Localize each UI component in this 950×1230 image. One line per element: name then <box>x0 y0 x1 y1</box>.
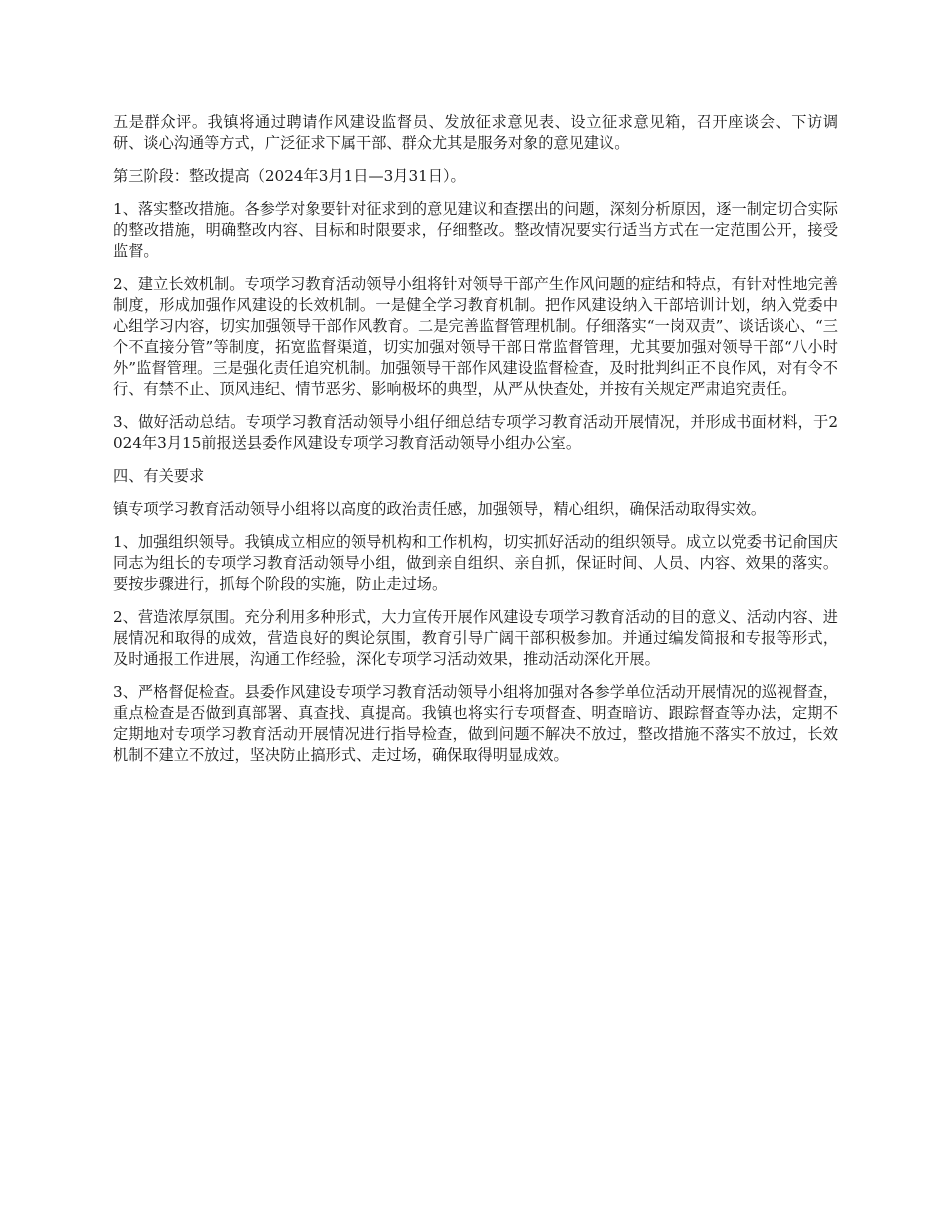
paragraph-rectification-measures: 1、落实整改措施。各参学对象要针对征求到的意见建议和查摆出的问题，深刻分析原因，逐一制定切合实际的整改措施，明确整改内容、目标和时限要求，仔细整改。整改情况要实行适当方式在一定范围公开，接受监督。 <box>113 200 838 260</box>
paragraph-phase-three-heading: 第三阶段：整改提高（2024年3月1日—3月31日）。 <box>113 167 466 185</box>
paragraph-long-term-mechanism: 2、建立长效机制。专项学习教育活动领导小组将针对领导干部产生作风问题的症结和特点，有针对性地完善制度，形成加强作风建设的长效机制。一是健全学习教育机制。把作风建设纳入干部培训计划，纳入党委中心组学习内容，切实加强领导干部作风教育。二是完善监督管理机制。仔细落实“一岗双责”、谈话谈心、“三个不直接分管”等制度，拓宽监督渠道，切实加强对领导干部日常监督管理，尤其要加强对领导干部“八小时外”监督管理。三是强化责任追究机制。加强领导干部作风建设监督检查，及时批判纠正不良作风，对有令不行、有禁不止、顶风违纪、情节恶劣、影响极坏的典型，从严从快查处，并按有关规定严肃追究责任。 <box>113 275 838 398</box>
paragraph-atmosphere: 2、营造浓厚氛围。充分利用多种形式，大力宣传开展作风建设专项学习教育活动的目的意义、活动内容、进展情况和取得的成效，营造良好的舆论氛围，教育引导广阔干部积极参加。并通过编发简报和专报等形式，及时通报工作进展，沟通工作经验，深化专项学习活动效果，推动活动深化开展。 <box>113 608 838 668</box>
paragraph-requirements-intro: 镇专项学习教育活动领导小组将以高度的政治责任感，加强领导，精心组织，确保活动取得实效。 <box>113 500 767 518</box>
paragraph-activity-summary: 3、做好活动总结。专项学习教育活动领导小组仔细总结专项学习教育活动开展情况，并形成书面材料，于2024年3月15前报送县委作风建设专项学习教育活动领导小组办公室。 <box>113 413 838 452</box>
paragraph-organization-leadership: 1、加强组织领导。我镇成立相应的领导机构和工作机构，切实抓好活动的组织领导。成立以党委书记俞国庆同志为组长的专项学习教育活动领导小组，做到亲自组织、亲自抓，保证时间、人员、内容、效果的落实。要按步骤进行，抓每个阶段的实施，防止走过场。 <box>113 533 838 593</box>
paragraph-supervision-inspection: 3、严格督促检查。县委作风建设专项学习教育活动领导小组将加强对各参学单位活动开展情况的巡视督查，重点检查是否做到真部署、真查找、真提高。我镇也将实行专项督查、明查暗访、跟踪督查等办法，定期不定期地对专项学习教育活动开展情况进行指导检查，做到问题不解决不放过，整改措施不落实不放过，长效机制不建立不放过，坚决防止搞形式、走过场，确保取得明显成效。 <box>113 683 838 764</box>
paragraph-mass-evaluation: 五是群众评。我镇将通过聘请作风建设监督员、发放征求意见表、设立征求意见箱，召开座谈会、下访调研、谈心沟通等方式，广泛征求下属干部、群众尤其是服务对象的意见建议。 <box>113 113 838 152</box>
section-heading-requirements: 四、有关要求 <box>113 467 205 485</box>
